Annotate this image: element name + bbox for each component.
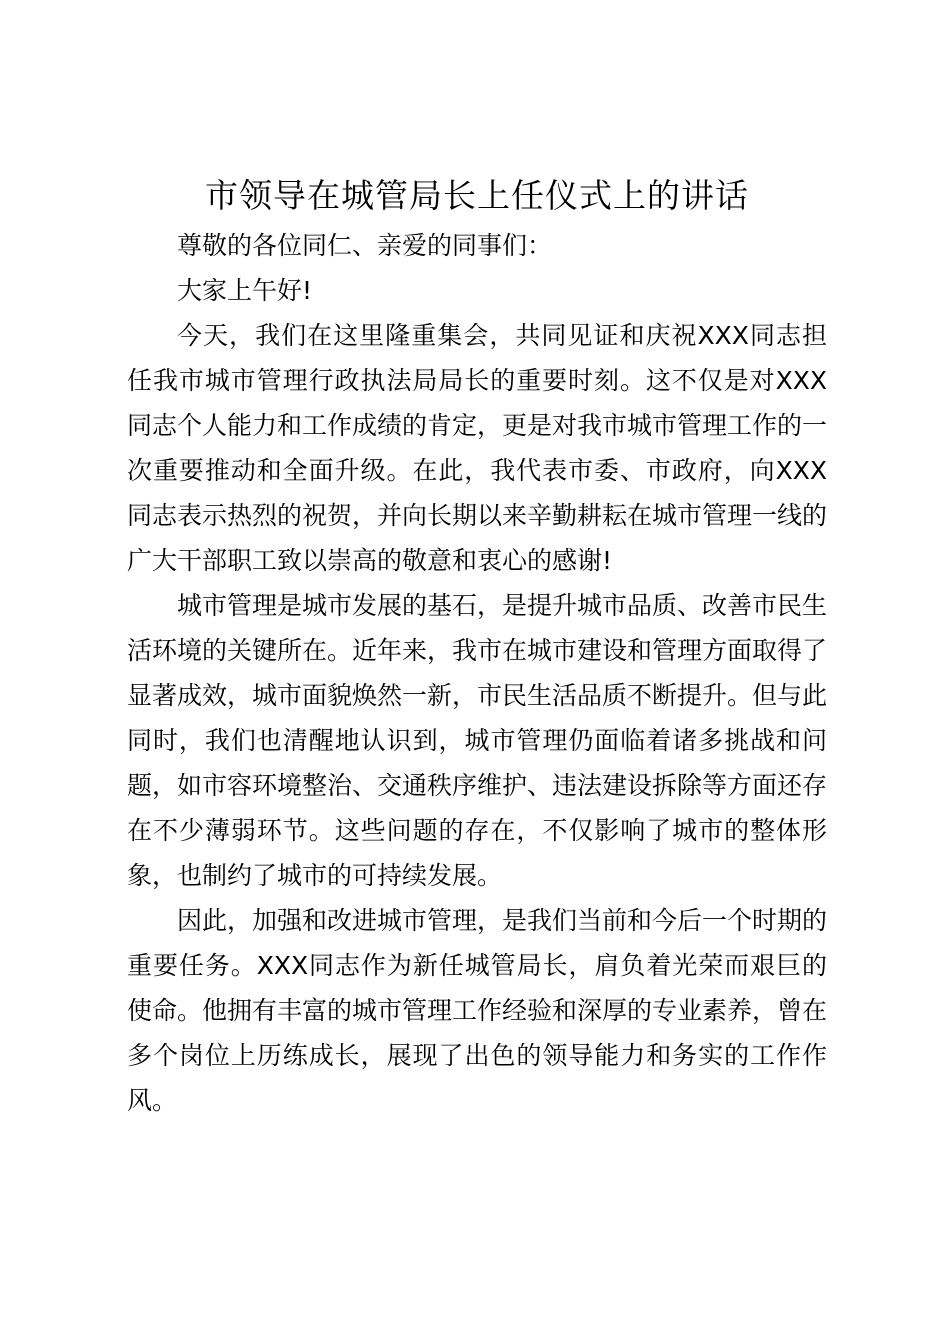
paragraph-3: 因此，加强和改进城市管理，是我们当前和今后一个时期的重要任务。XXX同志作为新任城管局长，肩负着光荣而艰巨的使命。他拥有丰富的城市管理工作经验和深厚的专业素养，曾在多个岗位上历练成长，展现了出色的领导能力和务实的工作作风。 xyxy=(127,906,828,1115)
document-body xyxy=(127,223,827,1123)
paragraph-2: 城市管理是城市发展的基石，是提升城市品质、改善市民生活环境的关键所在。近年来，我市在城市建设和管理方面取得了显著成效，城市面貌焕然一新，市民生活品质不断提升。但与此同时，我们也清醒地认识到，城市管理仍面临着诸多挑战和问题，如市容环境整治、交通秩序维护、违法建设拆除等方面还存在不少薄弱环节。这些问题的存在，不仅影响了城市的整体形象，也制约了城市的可持续发展。 xyxy=(127,591,828,890)
paragraph-1: 今天，我们在这里隆重集会，共同见证和庆祝XXX同志担任我市城市管理行政执法局局长的重要时刻。这不仅是对XXX同志个人能力和工作成绩的肯定，更是对我市城市管理工作的一次重要推动和全面升级。在此，我代表市委、市政府，向XXX同志表示热烈的祝贺，并向长期以来辛勤耕耘在城市管理一线的广大干部职工致以崇高的敬意和衷心的感谢! xyxy=(127,321,828,575)
salutation: 尊敬的各位同仁、亲爱的同事们： xyxy=(177,231,553,260)
document-title: 市领导在城管局长上任仪式上的讲话 xyxy=(205,176,749,215)
greeting: 大家上午好! xyxy=(177,276,313,305)
